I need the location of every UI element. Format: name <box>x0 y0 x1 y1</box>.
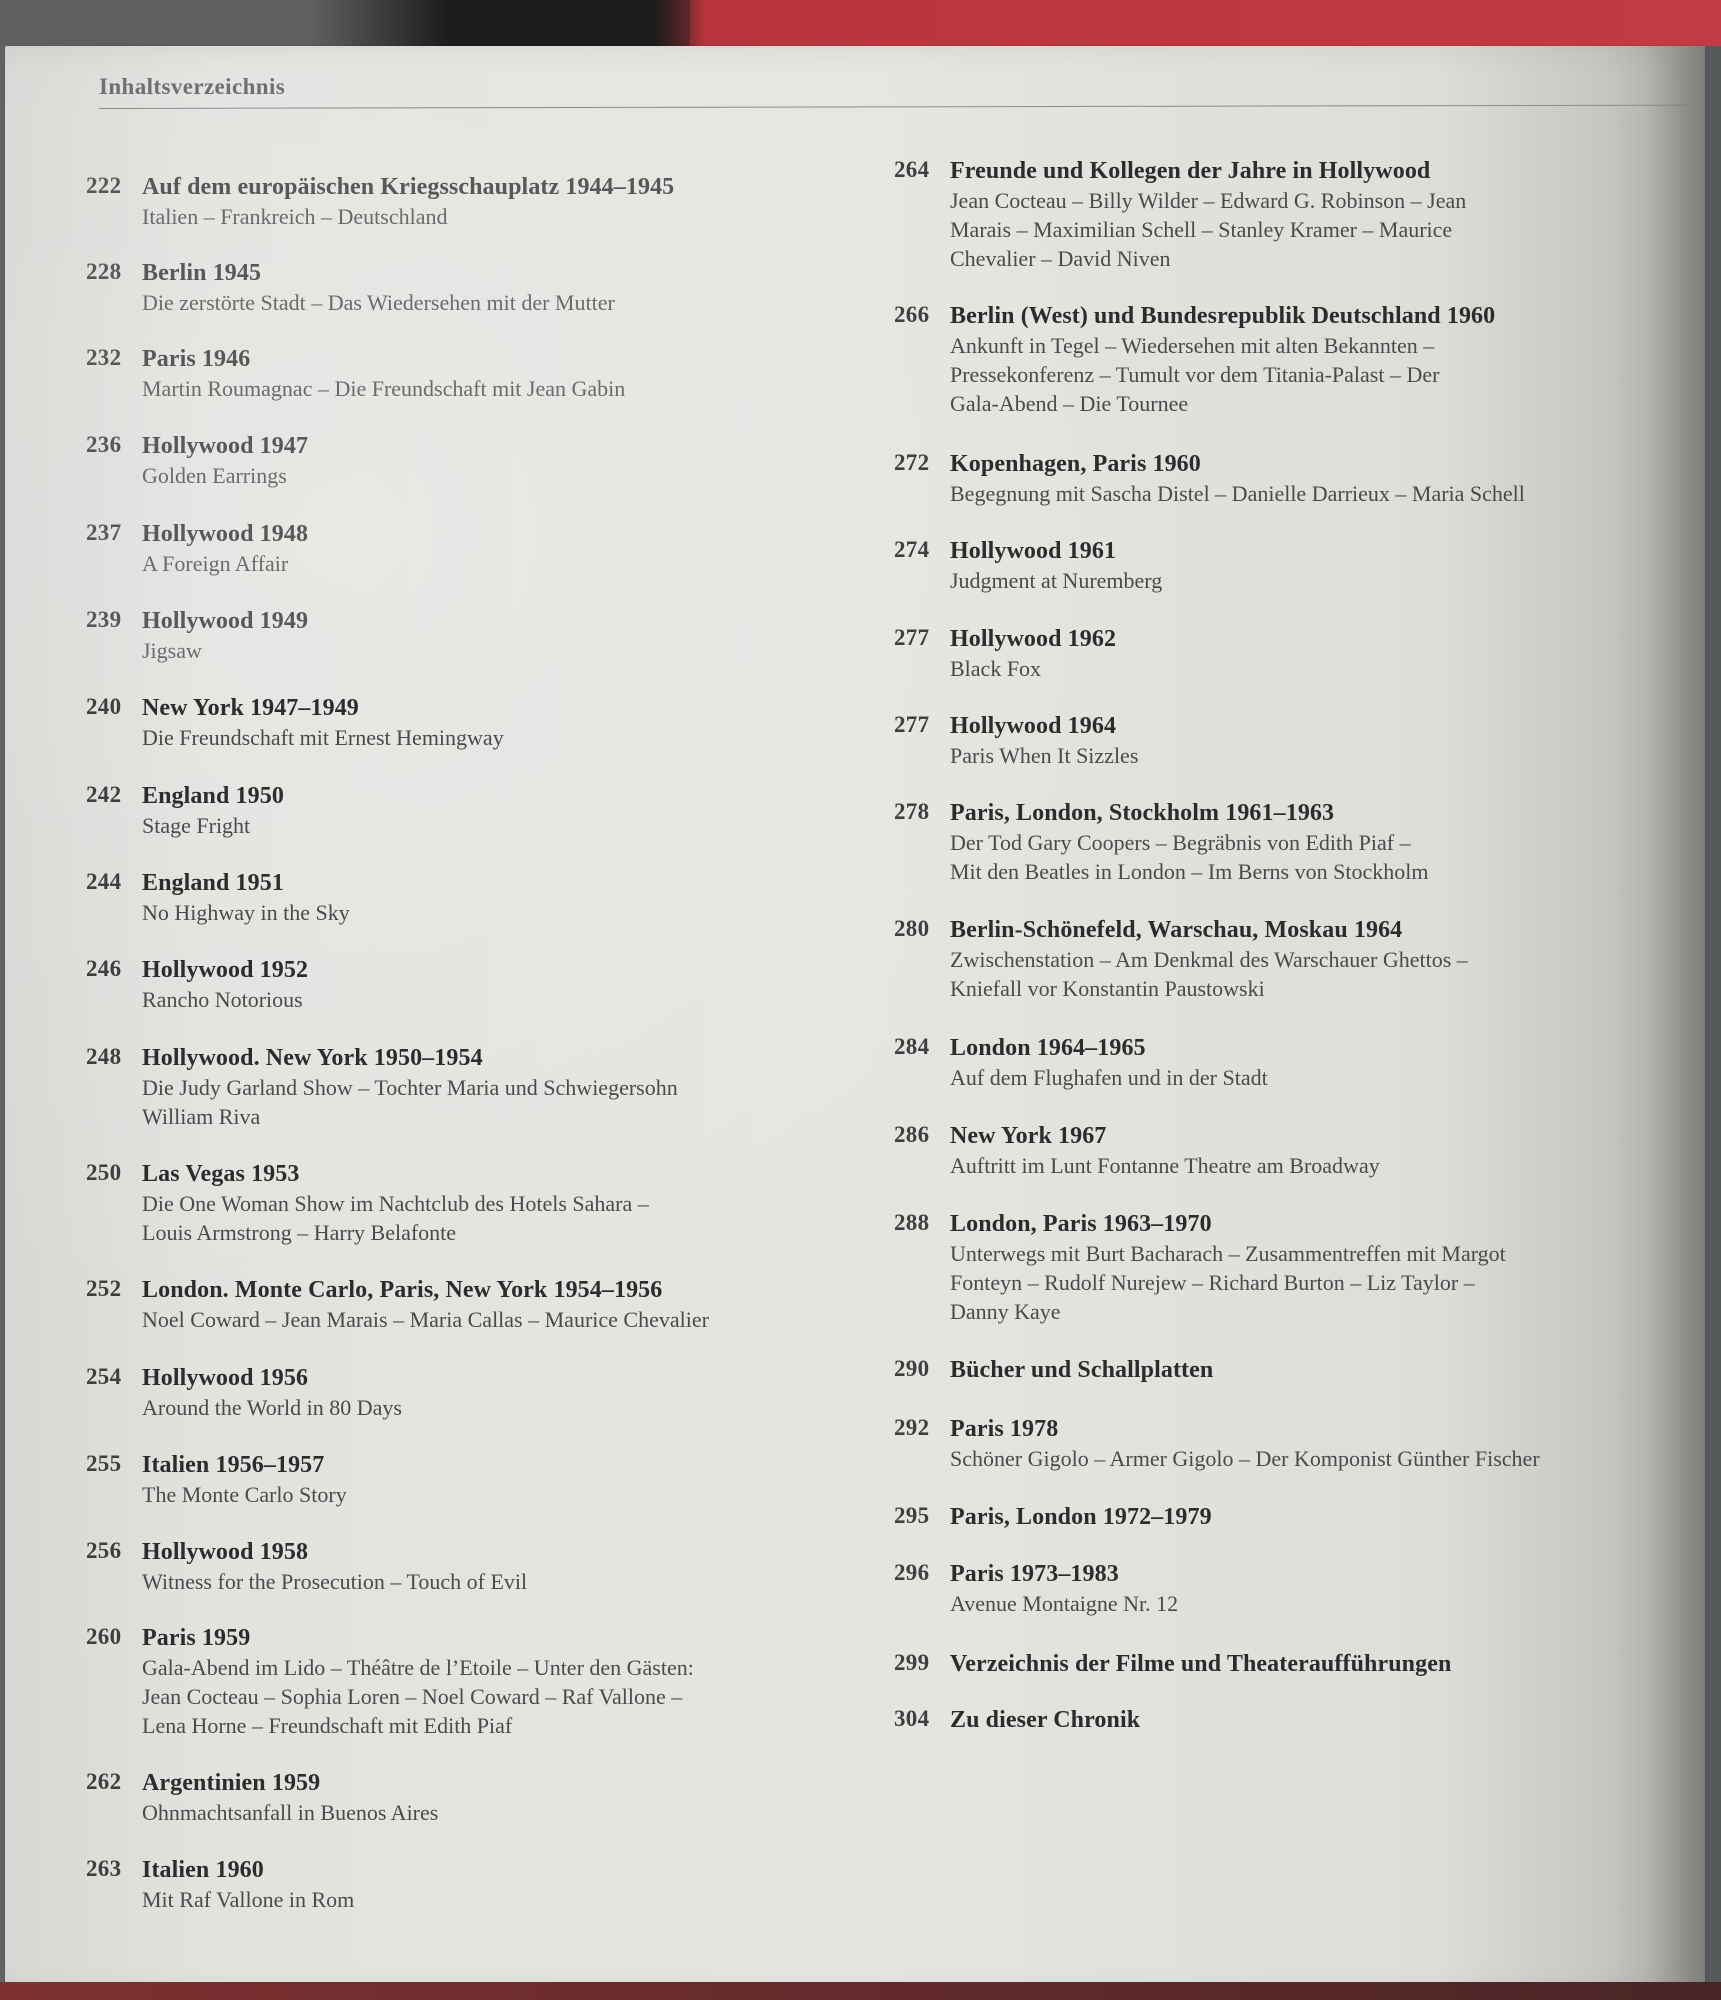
entry-page-number: 277 <box>894 625 930 650</box>
entry-body <box>950 1415 1688 1473</box>
entry-subtitle: Jean Cocteau – Billy Wilder – Edward G. Robinson – Jean Marais – Maximilian Schell – Stanley Kramer – Maurice Chevalier – David Niven <box>950 188 1467 271</box>
entry-page-number: 304 <box>894 1706 930 1731</box>
entry-page-number: 239 <box>86 607 122 632</box>
entry-body <box>142 259 846 317</box>
entry-page-number: 260 <box>86 1624 122 1649</box>
entry-subtitle: Die zerstörte Stadt – Das Wiedersehen mit der Mutter <box>142 290 615 315</box>
entry-body <box>950 450 1688 508</box>
entry-body <box>950 1503 1688 1532</box>
entry-title: Hollywood 1949 <box>142 608 309 634</box>
entry-page-number: 250 <box>86 1160 122 1185</box>
entry-subtitle: Gala-Abend im Lido – Théâtre de l’Etoile – Unter den Gästen: Jean Cocteau – Sophia Loren – Noel Coward – Raf Vallone – Lena Horne – Freundschaft mit Edith Piaf <box>142 1655 694 1738</box>
entry-title: Hollywood 1948 <box>142 521 309 547</box>
entry-title: New York 1967 <box>950 1123 1107 1149</box>
entry-title: Kopenhagen, Paris 1960 <box>950 451 1201 477</box>
entry-subtitle: Schöner Gigolo – Armer Gigolo – Der Komponist Günther Fischer <box>950 1446 1540 1471</box>
entry-title: Berlin 1945 <box>142 260 262 286</box>
bottom-book-edge <box>0 1982 1721 2000</box>
entry-title: Zu dieser Chronik <box>950 1707 1141 1733</box>
entry-subtitle: Zwischenstation – Am Denkmal des Warschauer Ghettos – Kniefall vor Konstantin Paustowski <box>950 947 1468 1001</box>
entry-title: Auf dem europäischen Kriegsschauplatz 1944–1945 <box>142 174 675 200</box>
entry-subtitle: A Foreign Affair <box>142 551 289 576</box>
entry-title: Hollywood 1964 <box>950 713 1117 739</box>
entry-title: Paris 1946 <box>142 346 251 372</box>
entry-title: New York 1947–1949 <box>142 695 359 721</box>
entry-title: Paris, London 1972–1979 <box>950 1504 1212 1530</box>
entry-subtitle: Stage Fright <box>142 813 251 838</box>
entry-body <box>142 607 846 665</box>
entry-body <box>142 1624 846 1740</box>
entry-title: Hollywood. New York 1950–1954 <box>142 1045 483 1071</box>
entry-body <box>142 1160 846 1247</box>
entry-body <box>142 1364 846 1422</box>
entry-body <box>142 345 846 403</box>
entry-body <box>142 1451 846 1509</box>
entry-page-number: 244 <box>86 869 122 894</box>
entry-subtitle: Die Freundschaft mit Ernest Hemingway <box>142 725 504 750</box>
entry-title: England 1951 <box>142 870 284 896</box>
entry-body <box>142 956 846 1014</box>
entry-body <box>950 157 1688 273</box>
entry-title: London 1964–1965 <box>950 1035 1146 1061</box>
entry-title: Paris 1973–1983 <box>950 1561 1119 1587</box>
entry-body <box>950 1210 1688 1326</box>
entry-page-number: 254 <box>86 1364 122 1389</box>
entry-subtitle: Italien – Frankreich – Deutschland <box>142 204 448 229</box>
entry-page-number: 266 <box>894 302 930 327</box>
entry-page-number: 286 <box>894 1122 930 1147</box>
entry-page-number: 290 <box>894 1356 930 1381</box>
entry-body <box>950 1706 1688 1735</box>
page-header <box>93 70 1689 112</box>
entry-page-number: 262 <box>86 1769 122 1794</box>
entry-title: Hollywood 1947 <box>142 433 309 459</box>
entry-page-number: 299 <box>894 1650 930 1675</box>
entry-title: Paris, London, Stockholm 1961–1963 <box>950 800 1335 826</box>
entry-page-number: 263 <box>86 1856 122 1881</box>
entry-subtitle: Judgment at Nuremberg <box>950 568 1163 593</box>
entry-page-number: 296 <box>894 1560 930 1585</box>
entry-subtitle: Around the World in 80 Days <box>142 1395 402 1420</box>
entry-title: Hollywood 1956 <box>142 1365 309 1391</box>
entry-subtitle: Unterwegs mit Burt Bacharach – Zusammentreffen mit Margot Fonteyn – Rudolf Nurejew – Richard Burton – Liz Taylor – Danny Kaye <box>950 1241 1506 1324</box>
header-rule <box>99 105 1689 109</box>
entry-body <box>142 1044 846 1131</box>
entry-title: Hollywood 1962 <box>950 626 1117 652</box>
entry-subtitle: Die One Woman Show im Nachtclub des Hotels Sahara – Louis Armstrong – Harry Belafonte <box>142 1191 649 1245</box>
entry-page-number: 240 <box>86 694 122 719</box>
entry-subtitle: Die Judy Garland Show – Tochter Maria und Schwiegersohn William Riva <box>142 1075 678 1129</box>
entry-body <box>142 694 846 752</box>
entry-page-number: 292 <box>894 1415 930 1440</box>
entry-title: Argentinien 1959 <box>142 1770 321 1796</box>
entry-body <box>950 916 1688 1003</box>
entry-body <box>142 782 846 840</box>
entry-page-number: 264 <box>894 157 930 182</box>
entry-body <box>950 1034 1688 1092</box>
entry-subtitle: Witness for the Prosecution – Touch of Evil <box>142 1569 528 1594</box>
entry-page-number: 256 <box>86 1538 122 1563</box>
entry-title: Paris 1959 <box>142 1625 251 1651</box>
entry-title: Verzeichnis der Filme und Theateraufführungen <box>950 1651 1452 1677</box>
entry-title: Bücher und Schallplatten <box>950 1357 1214 1383</box>
entry-subtitle: Ohnmachtsanfall in Buenos Aires <box>142 1800 439 1825</box>
entry-body <box>142 869 846 927</box>
top-page-shadow <box>0 0 690 46</box>
top-book-edge <box>0 0 1721 46</box>
entry-subtitle: Noel Coward – Jean Marais – Maria Callas – Maurice Chevalier <box>142 1307 709 1332</box>
entry-page-number: 242 <box>86 782 122 807</box>
entry-body <box>950 537 1688 595</box>
entry-title: London. Monte Carlo, Paris, New York 1954–1956 <box>142 1277 663 1303</box>
entry-body <box>950 1650 1688 1679</box>
entry-body <box>142 520 846 578</box>
entry-body <box>142 1276 846 1334</box>
entry-page-number: 278 <box>894 799 930 824</box>
entry-page-number: 252 <box>86 1276 122 1301</box>
entry-page-number: 288 <box>894 1210 930 1235</box>
entry-page-number: 255 <box>86 1451 122 1476</box>
entry-subtitle: Paris When It Sizzles <box>950 743 1139 768</box>
entry-subtitle: No Highway in the Sky <box>142 900 350 925</box>
entry-title: Hollywood 1952 <box>142 957 309 983</box>
entry-subtitle: Black Fox <box>950 656 1042 681</box>
entry-title: England 1950 <box>142 783 284 809</box>
entry-page-number: 274 <box>894 537 930 562</box>
entry-page-number: 246 <box>86 956 122 981</box>
entry-title: Hollywood 1958 <box>142 1539 309 1565</box>
entry-subtitle: Martin Roumagnac – Die Freundschaft mit Jean Gabin <box>142 376 626 401</box>
entry-title: Berlin (West) und Bundesrepublik Deutschland 1960 <box>950 303 1496 329</box>
entry-body <box>142 1856 846 1914</box>
entry-title: Paris 1978 <box>950 1416 1059 1442</box>
entry-subtitle: Rancho Notorious <box>142 987 303 1012</box>
entry-body <box>950 302 1688 418</box>
entry-title: Hollywood 1961 <box>950 538 1117 564</box>
entry-title: Italien 1960 <box>142 1857 264 1883</box>
entry-body <box>950 712 1688 770</box>
entry-title: Las Vegas 1953 <box>142 1161 300 1187</box>
contents-page <box>5 46 1705 1992</box>
entry-body <box>142 173 846 231</box>
entry-page-number: 237 <box>86 520 122 545</box>
entry-body <box>950 625 1688 683</box>
entry-title: Berlin-Schönefeld, Warschau, Moskau 1964 <box>950 917 1403 943</box>
entry-body <box>950 799 1688 886</box>
page-title: Inhaltsverzeichnis <box>99 74 286 99</box>
entry-page-number: 284 <box>894 1034 930 1059</box>
entry-subtitle: Der Tod Gary Coopers – Begräbnis von Edith Piaf – Mit den Beatles in London – Im Berns von Stockholm <box>950 830 1429 884</box>
entry-title: London, Paris 1963–1970 <box>950 1211 1212 1237</box>
entry-subtitle: Avenue Montaigne Nr. 12 <box>950 1591 1179 1616</box>
entry-page-number: 248 <box>86 1044 122 1069</box>
entry-page-number: 236 <box>86 432 122 457</box>
entry-body <box>950 1560 1688 1618</box>
entry-subtitle: The Monte Carlo Story <box>142 1482 347 1507</box>
entry-subtitle: Mit Raf Vallone in Rom <box>142 1887 355 1912</box>
entry-page-number: 228 <box>86 259 122 284</box>
entry-subtitle: Auf dem Flughafen und in der Stadt <box>950 1065 1268 1090</box>
entry-page-number: 280 <box>894 916 930 941</box>
entry-page-number: 222 <box>86 173 122 198</box>
entry-subtitle: Begegnung mit Sascha Distel – Danielle Darrieux – Maria Schell <box>950 481 1525 506</box>
entry-page-number: 272 <box>894 450 930 475</box>
entry-subtitle: Golden Earrings <box>142 463 287 488</box>
entry-page-number: 232 <box>86 345 122 370</box>
entry-body <box>142 1538 846 1596</box>
entry-title: Italien 1956–1957 <box>142 1452 325 1478</box>
entry-body <box>950 1356 1688 1385</box>
entry-subtitle: Auftritt im Lunt Fontanne Theatre am Broadway <box>950 1153 1380 1178</box>
entry-body <box>142 1769 846 1827</box>
entry-subtitle: Jigsaw <box>142 638 202 663</box>
entry-page-number: 295 <box>894 1503 930 1528</box>
entry-body <box>950 1122 1688 1180</box>
entry-subtitle: Ankunft in Tegel – Wiedersehen mit alten Bekannten – Pressekonferenz – Tumult vor dem Titania-Palast – Der Gala-Abend – Die Tournee <box>950 333 1440 416</box>
entry-body <box>142 432 846 490</box>
entry-page-number: 277 <box>894 712 930 737</box>
entry-title: Freunde und Kollegen der Jahre in Hollywood <box>950 158 1431 184</box>
